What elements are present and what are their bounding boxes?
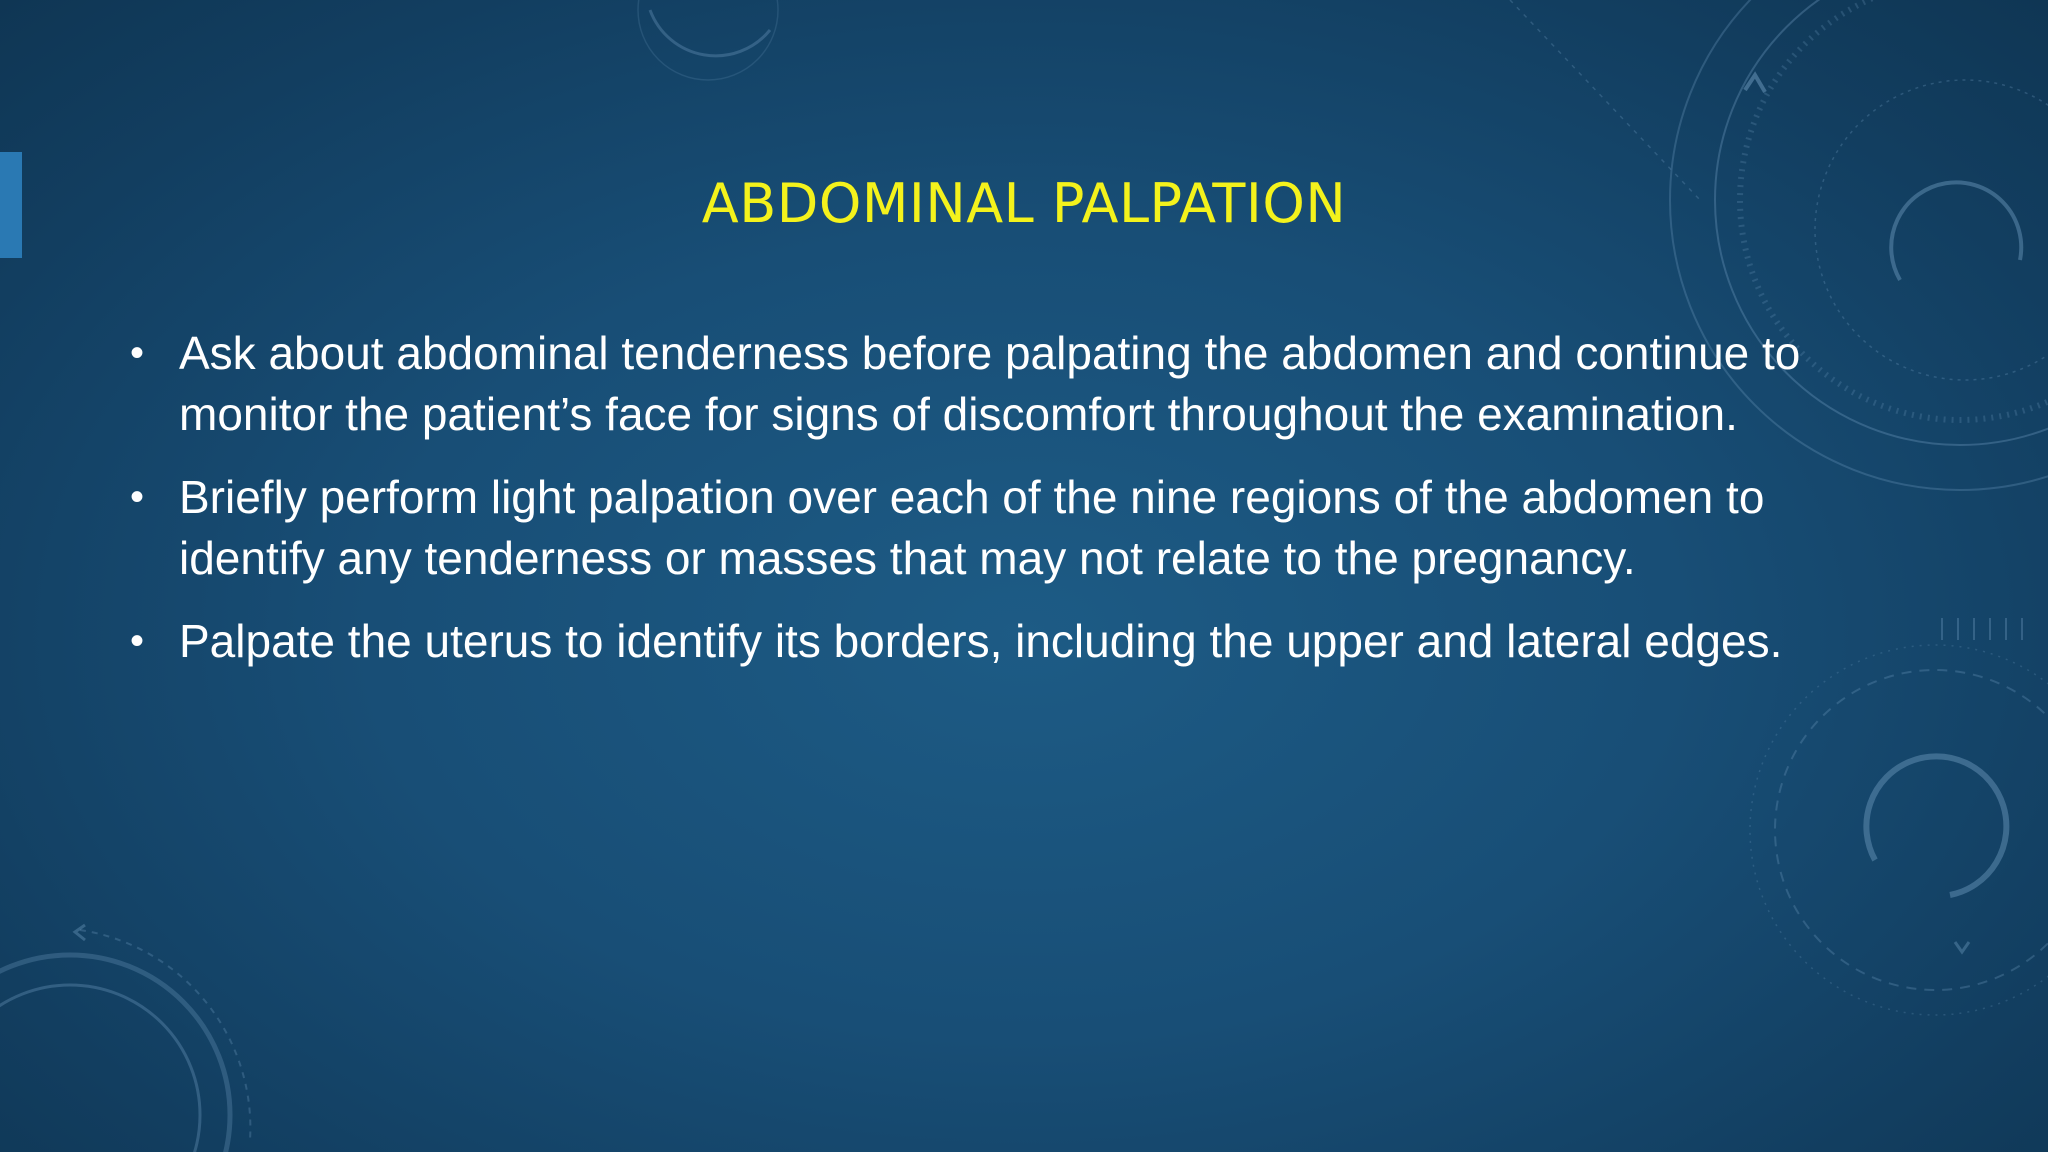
bullet-glyph: • bbox=[130, 331, 145, 375]
bottom-left-pointer bbox=[75, 925, 85, 940]
bullet-item bbox=[130, 611, 1900, 672]
bottom-left-ring-inner bbox=[0, 985, 200, 1152]
top-ring-decoration bbox=[638, 0, 778, 80]
bottom-right-pointer bbox=[1955, 942, 1969, 952]
slide-title: ABDOMINAL PALPATION bbox=[701, 172, 1347, 235]
top-arc-decoration bbox=[650, 10, 770, 56]
bullet-item bbox=[130, 323, 1900, 445]
bottom-left-ring bbox=[0, 955, 230, 1152]
bullet-text: Briefly perform light palpation over each of the nine regions of the abdomen to identify any tenderness or masses that may not relate to the pregnancy. bbox=[179, 471, 1765, 584]
bullet-text: Palpate the uterus to identify its borders, including the upper and lateral edges. bbox=[179, 615, 1783, 667]
bullet-list bbox=[130, 323, 1900, 694]
bottom-right-arc bbox=[1866, 756, 2006, 895]
bullet-glyph: • bbox=[130, 475, 145, 519]
bullet-glyph: • bbox=[130, 619, 145, 663]
bullet-item bbox=[130, 467, 1900, 589]
tick-marks bbox=[1942, 618, 2022, 640]
bullet-text: Ask about abdominal tenderness before palpating the abdomen and continue to monitor the patient’s face for signs of discomfort throughout the examination. bbox=[179, 327, 1801, 440]
